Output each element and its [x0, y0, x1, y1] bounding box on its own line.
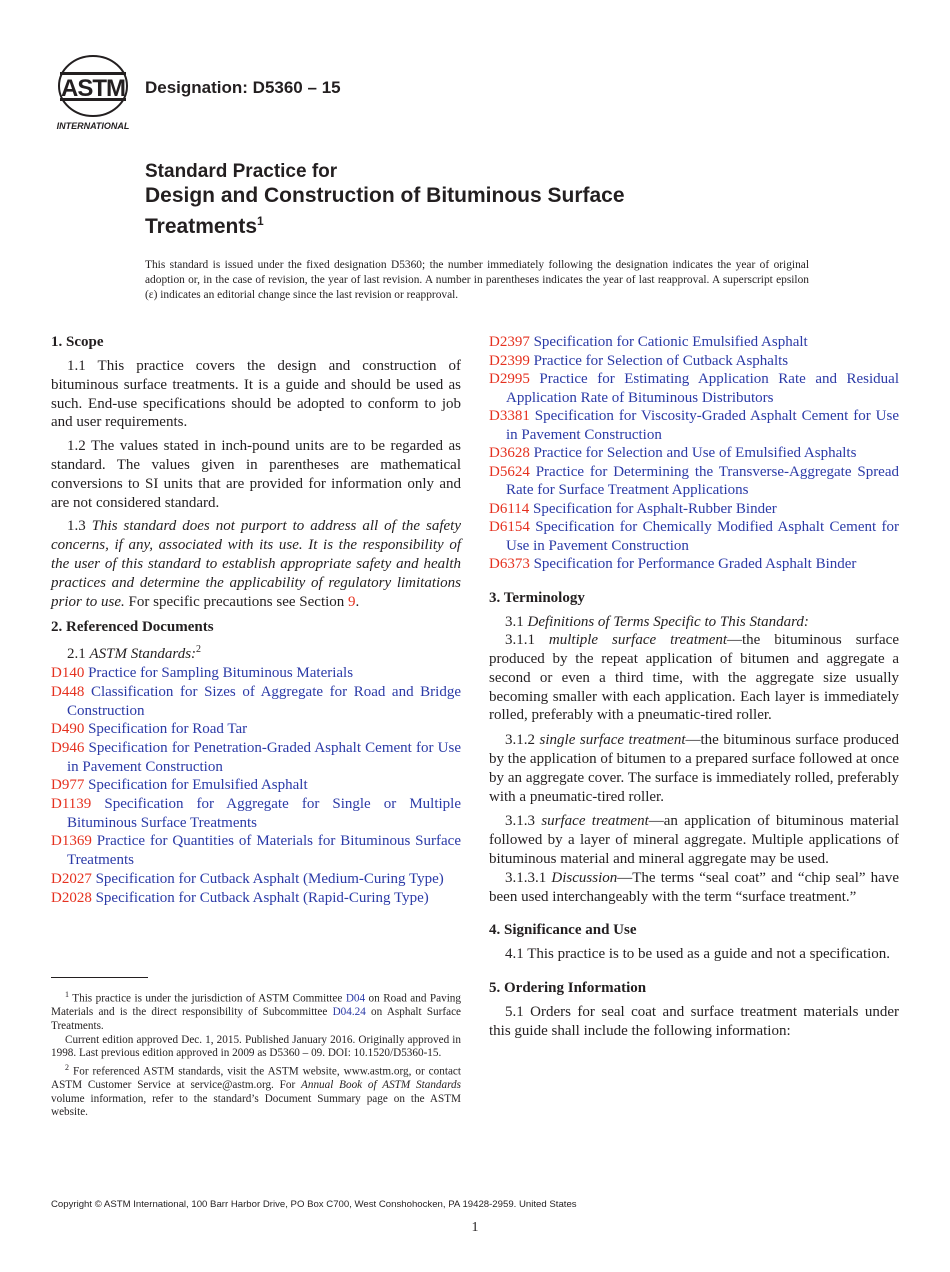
- reference-code-link[interactable]: D2399: [489, 352, 530, 369]
- reference-item: [489, 352, 899, 371]
- reference-title-link[interactable]: Specification for Asphalt-Rubber Binder: [533, 500, 777, 517]
- para-3-1-2-num: 3.1.2: [505, 732, 540, 749]
- designation-year: 15: [321, 78, 341, 97]
- title-line3-wrap: [145, 208, 825, 240]
- footnote-2-mark: 2: [65, 1062, 69, 1072]
- para-2-1-num: 2.1: [67, 646, 90, 663]
- reference-code-link[interactable]: D6154: [489, 519, 530, 535]
- para-1-3-italic: This standard does not purport to address all of the safety concerns, if any, associated with its use. It is the responsibility of the user of this standard to establish appropriate safety and health practices and determine the applicability of regulatory limitations prior to use.: [51, 518, 462, 610]
- title-line2: Design and Construction of Bituminous Surface: [145, 184, 625, 207]
- reference-item: [51, 664, 461, 683]
- reference-item: [489, 518, 899, 555]
- title-line1: Standard Practice for: [145, 161, 338, 182]
- reference-code-link[interactable]: D2027: [51, 870, 92, 887]
- para-2-1: [51, 641, 461, 664]
- para-3-1-3: [489, 812, 899, 868]
- para-1-3-end: .: [355, 593, 360, 610]
- preamble: This standard is issued under the fixed designation D5360; the number immediately following the designation indicates the year of original adoption or, in the case of revision, the year of last revision. A number in parentheses indicates the year of last reapproval. A superscript epsilon (ε) indicates an editorial change since the last revision or reapproval.: [145, 259, 809, 301]
- section-2-heading: 2. Referenced Documents: [51, 619, 214, 636]
- para-2-1-italic: ASTM Standards:: [89, 646, 197, 663]
- reference-item: [51, 870, 461, 889]
- reference-code-link[interactable]: D2028: [51, 889, 92, 906]
- reference-code-link[interactable]: D3628: [489, 445, 530, 461]
- refs-left-list: [51, 664, 461, 907]
- designation-dash: –: [307, 78, 322, 97]
- committee-d04-link[interactable]: D04: [345, 992, 366, 1005]
- footnotes: [51, 988, 461, 1120]
- designation-prefix: Designation: D5360: [145, 78, 303, 97]
- para-3-1-num: 3.1: [505, 613, 528, 630]
- footnote-2-italic: Annual Book of ASTM Standards: [301, 1079, 461, 1092]
- reference-item: [489, 500, 899, 519]
- reference-item: [51, 683, 461, 720]
- section-5-heading: 5. Ordering Information: [489, 980, 647, 997]
- reference-code-link[interactable]: D1139: [51, 796, 92, 813]
- reference-item: [51, 776, 461, 795]
- reference-title-link[interactable]: Practice for Estimating Application Rate and Residual Application Rate of Bituminous Distributors: [506, 371, 900, 406]
- right-column: [489, 333, 899, 1041]
- reference-title-link[interactable]: Practice for Selection of Cutback Asphalts: [533, 352, 789, 369]
- footnote-1-b: on Road and Paving Materials and is the direct responsibility of Subcommittee: [51, 992, 461, 1019]
- para-3-1-1: [489, 631, 899, 725]
- reference-item: [489, 407, 899, 444]
- para-3-1-3-def: —an application of bituminous material followed by a layer of mineral aggregate. Multiple applications of bituminous material and mineral aggregate may be used.: [489, 813, 899, 868]
- reference-item: [489, 370, 899, 407]
- reference-title-link[interactable]: Specification for Cutback Asphalt (Rapid-Curing Type): [95, 889, 429, 906]
- para-1-3-tail: For specific precautions see Section: [124, 593, 349, 610]
- reference-title-link[interactable]: Practice for Sampling Bituminous Materials: [88, 665, 354, 682]
- reference-title-link[interactable]: Specification for Aggregate for Single or Multiple Bituminous Surface Treatments: [67, 796, 462, 831]
- footnote-2: [51, 1061, 461, 1120]
- footnote-divider: [51, 977, 148, 978]
- page-number: 1: [471, 1220, 479, 1235]
- para-3-1-3-1-def: —The terms “seal coat” and “chip seal” have been used interchangeably with the term “surface treatment.”: [489, 869, 900, 905]
- para-1-3: [51, 517, 461, 611]
- title-footnote-mark: 1: [257, 214, 264, 228]
- left-column: [51, 334, 461, 907]
- section-3-heading: 3. Terminology: [489, 589, 585, 606]
- reference-code-link[interactable]: D2995: [489, 371, 530, 387]
- reference-code-link[interactable]: D946: [51, 739, 85, 756]
- reference-code-link[interactable]: D490: [51, 721, 85, 738]
- para-3-1-2: [489, 731, 899, 806]
- reference-item: [51, 889, 461, 908]
- reference-title-link[interactable]: Specification for Road Tar: [88, 721, 248, 738]
- para-3-1-italic: Definitions of Terms Specific to This Standard:: [527, 613, 809, 630]
- footnote-1-mark: 1: [65, 990, 69, 999]
- title-line3: Treatments: [145, 215, 258, 238]
- reference-title-link[interactable]: Specification for Cutback Asphalt (Medium-Curing Type): [95, 870, 444, 887]
- para-3-1-3-num: 3.1.3: [505, 813, 542, 830]
- reference-item: [51, 832, 461, 869]
- footnote-1: [51, 988, 461, 1034]
- term-single-surface-treatment: single surface treatment: [539, 732, 686, 749]
- reference-title-link[interactable]: Specification for Cationic Emulsified Asphalt: [533, 334, 808, 350]
- logo-subtext: INTERNATIONAL: [56, 121, 130, 131]
- subcommittee-d04-24-link[interactable]: D04.24: [332, 1006, 366, 1019]
- para-3-1-1-def: —the bituminous surface produced by the repeat application of bitumen and aggregate a second or even a third time, with the aggregate size usually becoming smaller with each application. Each layer is immediately rolled, preferably with a pneumatic-tired roller.: [489, 632, 899, 724]
- para-3-1-1-num: 3.1.1: [505, 632, 549, 649]
- para-3-1-3-1: [489, 869, 899, 907]
- designation: [145, 78, 341, 98]
- reference-code-link[interactable]: D448: [51, 683, 85, 700]
- para-1-2: 1.2 The values stated in inch-pound units are to be regarded as standard. The values given in parentheses are mathematical conversions to SI units that are provided for information only and are not considered standard.: [51, 438, 461, 511]
- reference-code-link[interactable]: D977: [51, 777, 85, 794]
- astm-logo-mark: [52, 54, 134, 134]
- reference-item: [51, 795, 461, 832]
- reference-title-link[interactable]: Practice for Selection and Use of Emulsified Asphalts: [533, 445, 857, 461]
- para-4-1: 4.1 This practice is to be used as a guide and not a specification.: [505, 946, 891, 963]
- footnote-1-edition: Current edition approved Dec. 1, 2015. Published January 2016. Originally approved in 1998. Last previous edition approved in 2009 as D5360 – 09. DOI: 10.1520/D5360-15.: [51, 1033, 461, 1060]
- section-1-heading: 1. Scope: [51, 334, 104, 350]
- reference-code-link[interactable]: D6114: [489, 500, 530, 517]
- reference-item: [489, 333, 899, 352]
- section-4-heading: 4. Significance and Use: [489, 922, 637, 939]
- term-discussion: Discussion: [551, 869, 618, 886]
- para-5-1: 5.1 Orders for seal coat and surface treatment materials under this guide shall include the following information:: [489, 1004, 899, 1040]
- copyright: Copyright © ASTM International, 100 Barr Harbor Drive, PO Box C700, West Conshohocken, PA 19428-2959. United States: [51, 1199, 577, 1210]
- footnote-2-b: volume information, refer to the standard’s Document Summary page on the ASTM website.: [51, 1092, 461, 1119]
- footnote-1-a: This practice is under the jurisdiction of ASTM Committee: [69, 992, 346, 1005]
- reference-title-link[interactable]: Specification for Emulsified Asphalt: [88, 777, 308, 794]
- reference-code-link[interactable]: D5624: [489, 463, 530, 480]
- reference-title-link[interactable]: Practice for Quantities of Materials for Bituminous Surface Treatments: [67, 833, 461, 869]
- astm-logo: [52, 54, 134, 134]
- reference-code-link[interactable]: D1369: [51, 833, 92, 850]
- para-3-1-2-def: —the bituminous surface produced by the application of bitumen to a prepared surface followed at once by an aggregate cover. The surface is immediately rolled, preferably with a pneumatic-tired roller.: [489, 732, 900, 805]
- para-3-1: [489, 613, 899, 632]
- term-surface-treatment: surface treatment: [541, 813, 649, 830]
- reference-title-link[interactable]: Specification for Chemically Modified Asphalt Cement for Use in Pavement Construction: [506, 519, 899, 554]
- para-1-3-num: 1.3: [67, 518, 92, 535]
- reference-title-link[interactable]: Practice for Determining the Transverse-Aggregate Spread Rate for Surface Treatment Applications: [506, 463, 899, 498]
- term-multiple-surface-treatment: multiple surface treatment: [548, 632, 728, 649]
- reference-title-link[interactable]: Specification for Performance Graded Asphalt Binder: [533, 556, 857, 572]
- section-9-link[interactable]: 9: [348, 593, 356, 610]
- footnote-1-c: on Asphalt Surface Treatments.: [51, 1006, 461, 1032]
- para-1-1: 1.1 This practice covers the design and construction of bituminous surface treatments. It is a guide and should be used as such. End-use specifications should be adopted to conform to job and user requirements.: [51, 358, 461, 431]
- reference-item: [51, 720, 461, 739]
- reference-code-link[interactable]: D6373: [489, 556, 530, 572]
- reference-item: [489, 463, 899, 500]
- reference-code-link[interactable]: D2397: [489, 334, 530, 350]
- reference-item: [489, 444, 899, 463]
- footnote-2-a: For referenced ASTM standards, visit the ASTM website, www.astm.org, or contact ASTM Customer Service at service@astm.org. For: [51, 1065, 461, 1092]
- para-2-1-sup: 2: [196, 644, 202, 656]
- para-3-1-3-1-num: 3.1.3.1: [505, 869, 552, 886]
- reference-title-link[interactable]: Specification for Viscosity-Graded Asphalt Cement for Use in Pavement Construction: [506, 408, 900, 443]
- reference-title-link[interactable]: Specification for Penetration-Graded Asphalt Cement for Use in Pavement Construction: [67, 739, 462, 775]
- reference-item: [51, 739, 461, 776]
- logo-text: ASTM: [61, 75, 125, 102]
- reference-item: [489, 555, 899, 574]
- reference-title-link[interactable]: Classification for Sizes of Aggregate for Road and Bridge Construction: [67, 683, 461, 719]
- refs-right-list: [489, 333, 899, 574]
- reference-code-link[interactable]: D3381: [489, 408, 530, 424]
- reference-code-link[interactable]: D140: [51, 665, 85, 682]
- title-block: [145, 160, 825, 240]
